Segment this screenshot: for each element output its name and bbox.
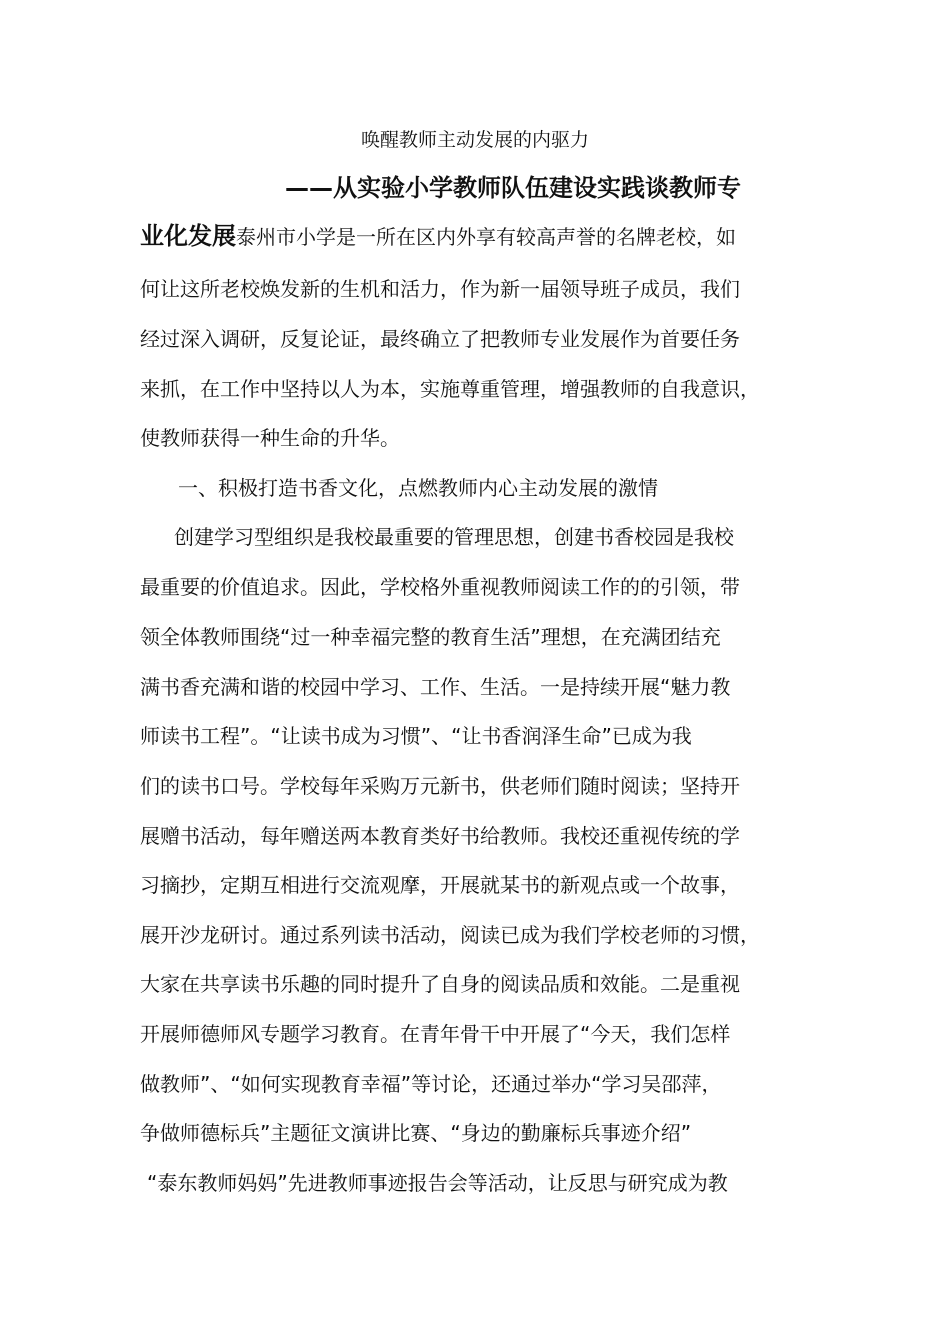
intro-line-1 [140,221,736,252]
intro-line-4: 来抓，在工作中坚持以人为本，实施尊重管理，增强教师的自我意识， [140,377,760,401]
document-subtitle: ——从实验小学教师队伍建设实践谈教师专 [285,174,741,202]
para1-line-10: 大家在共享读书乐趣的同时提升了自身的阅读品质和效能。二是重视 [140,972,740,996]
para1-line-13: 争做师德标兵”主题征文演讲比赛、“身边的勤廉标兵事迹介绍” [140,1121,692,1145]
document-title: 唤醒教师主动发展的内驱力 [360,129,589,151]
intro-line-3: 经过深入调研，反复论证，最终确立了把教师专业发展作为首要任务 [140,327,740,351]
section-heading-1: 一、积极打造书香文化，点燃教师内心主动发展的激情 [178,476,658,500]
para1-line-1: 创建学习型组织是我校最重要的管理思想，创建书香校园是我校 [174,525,734,549]
para1-line-14: “泰东教师妈妈”先进教师事迹报告会等活动，让反思与研究成为教 [147,1171,728,1195]
para1-line-6: 们的读书口号。学校每年采购万元新书，供老师们随时阅读；坚持开 [140,774,740,798]
para1-line-9: 展开沙龙研讨。通过系列读书活动，阅读已成为我们学校老师的习惯， [140,923,760,947]
document-subtitle-continued: 业化发展 [140,222,236,250]
intro-line-2: 何让这所老校焕发新的生机和活力，作为新一届领导班子成员，我们 [140,277,740,301]
para1-line-4: 满书香充满和谐的校园中学习、工作、生活。一是持续开展“魅力教 [140,675,731,699]
para1-line-11: 开展师德师风专题学习教育。在青年骨干中开展了“今天，我们怎样 [140,1022,731,1046]
para1-line-3: 领全体教师围绕“过一种幸福完整的教育生活”理想，在充满团结充 [140,625,721,649]
intro-text-1: 泰州市小学是一所在区内外享有较高声誉的名牌老校，如 [236,225,736,249]
para1-line-7: 展赠书活动，每年赠送两本教育类好书给教师。我校还重视传统的学 [140,824,740,848]
para1-line-12: 做教师”、“如何实现教育幸福”等讨论，还通过举办“学习吴邵萍， [140,1072,722,1096]
para1-line-5: 师读书工程”。“让读书成为习惯”、“让书香润泽生命”已成为我 [140,724,692,748]
intro-line-5: 使教师获得一种生命的升华。 [140,426,400,450]
para1-line-8: 习摘抄，定期互相进行交流观摩，开展就某书的新观点或一个故事， [140,873,740,897]
para1-line-2: 最重要的价值追求。因此，学校格外重视教师阅读工作的的引领，带 [140,575,740,599]
